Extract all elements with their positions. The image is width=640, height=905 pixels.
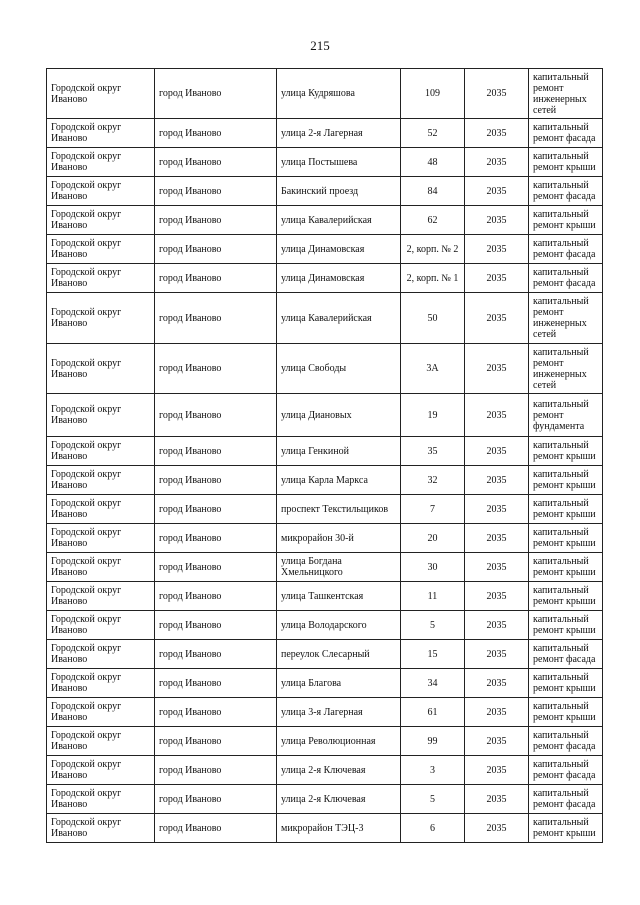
street-cell: микрорайон ТЭЦ-3 <box>277 814 401 843</box>
house-number-cell: 5 <box>401 611 465 640</box>
year-cell: 2035 <box>465 611 529 640</box>
table-row <box>47 727 603 756</box>
work-type-cell: капитальный ремонт крыши <box>529 437 603 466</box>
district-cell: Городской округ Иваново <box>47 727 155 756</box>
street-cell: улица 2-я Ключевая <box>277 756 401 785</box>
work-type-cell: капитальный ремонт крыши <box>529 698 603 727</box>
repair-schedule-table <box>46 68 603 843</box>
district-cell: Городской округ Иваново <box>47 177 155 206</box>
district-cell: Городской округ Иваново <box>47 524 155 553</box>
year-cell: 2035 <box>465 394 529 437</box>
table-row <box>47 814 603 843</box>
house-number-cell: 15 <box>401 640 465 669</box>
district-cell: Городской округ Иваново <box>47 437 155 466</box>
year-cell: 2035 <box>465 524 529 553</box>
city-cell: город Иваново <box>155 814 277 843</box>
table-row <box>47 119 603 148</box>
table-row <box>47 394 603 437</box>
district-cell: Городской округ Иваново <box>47 148 155 177</box>
year-cell: 2035 <box>465 235 529 264</box>
house-number-cell: 30 <box>401 553 465 582</box>
district-cell: Городской округ Иваново <box>47 206 155 235</box>
table-row <box>47 582 603 611</box>
work-type-cell: капитальный ремонт крыши <box>529 206 603 235</box>
work-type-cell: капитальный ремонт крыши <box>529 814 603 843</box>
street-cell: улица 2-я Ключевая <box>277 785 401 814</box>
work-type-cell: капитальный ремонт фундамента <box>529 394 603 437</box>
work-type-cell: капитальный ремонт фасада <box>529 785 603 814</box>
street-cell: улица Благова <box>277 669 401 698</box>
work-type-cell: капитальный ремонт фасада <box>529 119 603 148</box>
table-row <box>47 553 603 582</box>
table-row <box>47 785 603 814</box>
year-cell: 2035 <box>465 437 529 466</box>
house-number-cell: 62 <box>401 206 465 235</box>
table-row <box>47 524 603 553</box>
city-cell: город Иваново <box>155 264 277 293</box>
district-cell: Городской округ Иваново <box>47 394 155 437</box>
street-cell: улица Диановых <box>277 394 401 437</box>
city-cell: город Иваново <box>155 524 277 553</box>
district-cell: Городской округ Иваново <box>47 553 155 582</box>
work-type-cell: капитальный ремонт крыши <box>529 582 603 611</box>
city-cell: город Иваново <box>155 582 277 611</box>
city-cell: город Иваново <box>155 698 277 727</box>
street-cell: улица Карла Маркса <box>277 466 401 495</box>
street-cell: улица Свободы <box>277 344 401 394</box>
year-cell: 2035 <box>465 814 529 843</box>
district-cell: Городской округ Иваново <box>47 293 155 344</box>
house-number-cell: 34 <box>401 669 465 698</box>
street-cell: улица Кавалерийская <box>277 206 401 235</box>
house-number-cell: 109 <box>401 69 465 119</box>
year-cell: 2035 <box>465 344 529 394</box>
district-cell: Городской округ Иваново <box>47 466 155 495</box>
district-cell: Городской округ Иваново <box>47 235 155 264</box>
year-cell: 2035 <box>465 495 529 524</box>
work-type-cell: капитальный ремонт крыши <box>529 553 603 582</box>
work-type-cell: капитальный ремонт фасада <box>529 727 603 756</box>
street-cell: улица Революционная <box>277 727 401 756</box>
house-number-cell: 2, корп. № 1 <box>401 264 465 293</box>
table-row <box>47 756 603 785</box>
district-cell: Городской округ Иваново <box>47 582 155 611</box>
table-row <box>47 148 603 177</box>
year-cell: 2035 <box>465 640 529 669</box>
district-cell: Городской округ Иваново <box>47 495 155 524</box>
year-cell: 2035 <box>465 293 529 344</box>
city-cell: город Иваново <box>155 148 277 177</box>
district-cell: Городской округ Иваново <box>47 785 155 814</box>
street-cell: улица Генкиной <box>277 437 401 466</box>
table-row <box>47 293 603 344</box>
city-cell: город Иваново <box>155 177 277 206</box>
city-cell: город Иваново <box>155 727 277 756</box>
city-cell: город Иваново <box>155 611 277 640</box>
page-number: 215 <box>310 38 330 53</box>
district-cell: Городской округ Иваново <box>47 669 155 698</box>
district-cell: Городской округ Иваново <box>47 264 155 293</box>
work-type-cell: капитальный ремонт инженерных сетей <box>529 344 603 394</box>
table-row <box>47 264 603 293</box>
street-cell: улица Динамовская <box>277 235 401 264</box>
table-row <box>47 235 603 264</box>
district-cell: Городской округ Иваново <box>47 814 155 843</box>
year-cell: 2035 <box>465 785 529 814</box>
city-cell: город Иваново <box>155 69 277 119</box>
street-cell: улица Кудряшова <box>277 69 401 119</box>
house-number-cell: 50 <box>401 293 465 344</box>
street-cell: улица 2-я Лагерная <box>277 119 401 148</box>
city-cell: город Иваново <box>155 553 277 582</box>
table-row <box>47 611 603 640</box>
city-cell: город Иваново <box>155 437 277 466</box>
house-number-cell: 20 <box>401 524 465 553</box>
city-cell: город Иваново <box>155 235 277 264</box>
house-number-cell: 52 <box>401 119 465 148</box>
work-type-cell: капитальный ремонт инженерных сетей <box>529 69 603 119</box>
work-type-cell: капитальный ремонт крыши <box>529 495 603 524</box>
work-type-cell: капитальный ремонт крыши <box>529 466 603 495</box>
work-type-cell: капитальный ремонт крыши <box>529 524 603 553</box>
year-cell: 2035 <box>465 698 529 727</box>
street-cell: проспект Текстильщиков <box>277 495 401 524</box>
street-cell: улица Богдана Хмельницкого <box>277 553 401 582</box>
city-cell: город Иваново <box>155 344 277 394</box>
year-cell: 2035 <box>465 756 529 785</box>
table-row <box>47 640 603 669</box>
house-number-cell: 61 <box>401 698 465 727</box>
city-cell: город Иваново <box>155 394 277 437</box>
house-number-cell: 84 <box>401 177 465 206</box>
table-row <box>47 177 603 206</box>
district-cell: Городской округ Иваново <box>47 611 155 640</box>
house-number-cell: 48 <box>401 148 465 177</box>
house-number-cell: 11 <box>401 582 465 611</box>
year-cell: 2035 <box>465 264 529 293</box>
house-number-cell: 32 <box>401 466 465 495</box>
street-cell: улица Постышева <box>277 148 401 177</box>
table-row <box>47 669 603 698</box>
street-cell: Бакинский проезд <box>277 177 401 206</box>
table-row <box>47 437 603 466</box>
table-row <box>47 69 603 119</box>
city-cell: город Иваново <box>155 466 277 495</box>
table-row <box>47 206 603 235</box>
year-cell: 2035 <box>465 553 529 582</box>
city-cell: город Иваново <box>155 756 277 785</box>
work-type-cell: капитальный ремонт фасада <box>529 756 603 785</box>
table-row <box>47 698 603 727</box>
street-cell: улица Динамовская <box>277 264 401 293</box>
city-cell: город Иваново <box>155 785 277 814</box>
district-cell: Городской округ Иваново <box>47 119 155 148</box>
district-cell: Городской округ Иваново <box>47 69 155 119</box>
street-cell: микрорайон 30-й <box>277 524 401 553</box>
house-number-cell: 6 <box>401 814 465 843</box>
city-cell: город Иваново <box>155 669 277 698</box>
house-number-cell: 5 <box>401 785 465 814</box>
house-number-cell: 3А <box>401 344 465 394</box>
year-cell: 2035 <box>465 727 529 756</box>
city-cell: город Иваново <box>155 119 277 148</box>
work-type-cell: капитальный ремонт инженерных сетей <box>529 293 603 344</box>
year-cell: 2035 <box>465 177 529 206</box>
work-type-cell: капитальный ремонт фасада <box>529 640 603 669</box>
work-type-cell: капитальный ремонт крыши <box>529 669 603 698</box>
table-row <box>47 344 603 394</box>
district-cell: Городской округ Иваново <box>47 756 155 785</box>
house-number-cell: 99 <box>401 727 465 756</box>
house-number-cell: 35 <box>401 437 465 466</box>
street-cell: улица Кавалерийская <box>277 293 401 344</box>
street-cell: переулок Слесарный <box>277 640 401 669</box>
work-type-cell: капитальный ремонт фасада <box>529 177 603 206</box>
year-cell: 2035 <box>465 119 529 148</box>
street-cell: улица 3-я Лагерная <box>277 698 401 727</box>
district-cell: Городской округ Иваново <box>47 344 155 394</box>
city-cell: город Иваново <box>155 640 277 669</box>
year-cell: 2035 <box>465 206 529 235</box>
city-cell: город Иваново <box>155 293 277 344</box>
year-cell: 2035 <box>465 582 529 611</box>
table-row <box>47 466 603 495</box>
table-body <box>47 69 603 843</box>
city-cell: город Иваново <box>155 495 277 524</box>
year-cell: 2035 <box>465 69 529 119</box>
district-cell: Городской округ Иваново <box>47 640 155 669</box>
street-cell: улица Ташкентская <box>277 582 401 611</box>
year-cell: 2035 <box>465 148 529 177</box>
house-number-cell: 3 <box>401 756 465 785</box>
work-type-cell: капитальный ремонт фасада <box>529 235 603 264</box>
house-number-cell: 19 <box>401 394 465 437</box>
work-type-cell: капитальный ремонт крыши <box>529 611 603 640</box>
year-cell: 2035 <box>465 466 529 495</box>
house-number-cell: 7 <box>401 495 465 524</box>
table-row <box>47 495 603 524</box>
work-type-cell: капитальный ремонт крыши <box>529 148 603 177</box>
work-type-cell: капитальный ремонт фасада <box>529 264 603 293</box>
city-cell: город Иваново <box>155 206 277 235</box>
year-cell: 2035 <box>465 669 529 698</box>
house-number-cell: 2, корп. № 2 <box>401 235 465 264</box>
district-cell: Городской округ Иваново <box>47 698 155 727</box>
street-cell: улица Володарского <box>277 611 401 640</box>
